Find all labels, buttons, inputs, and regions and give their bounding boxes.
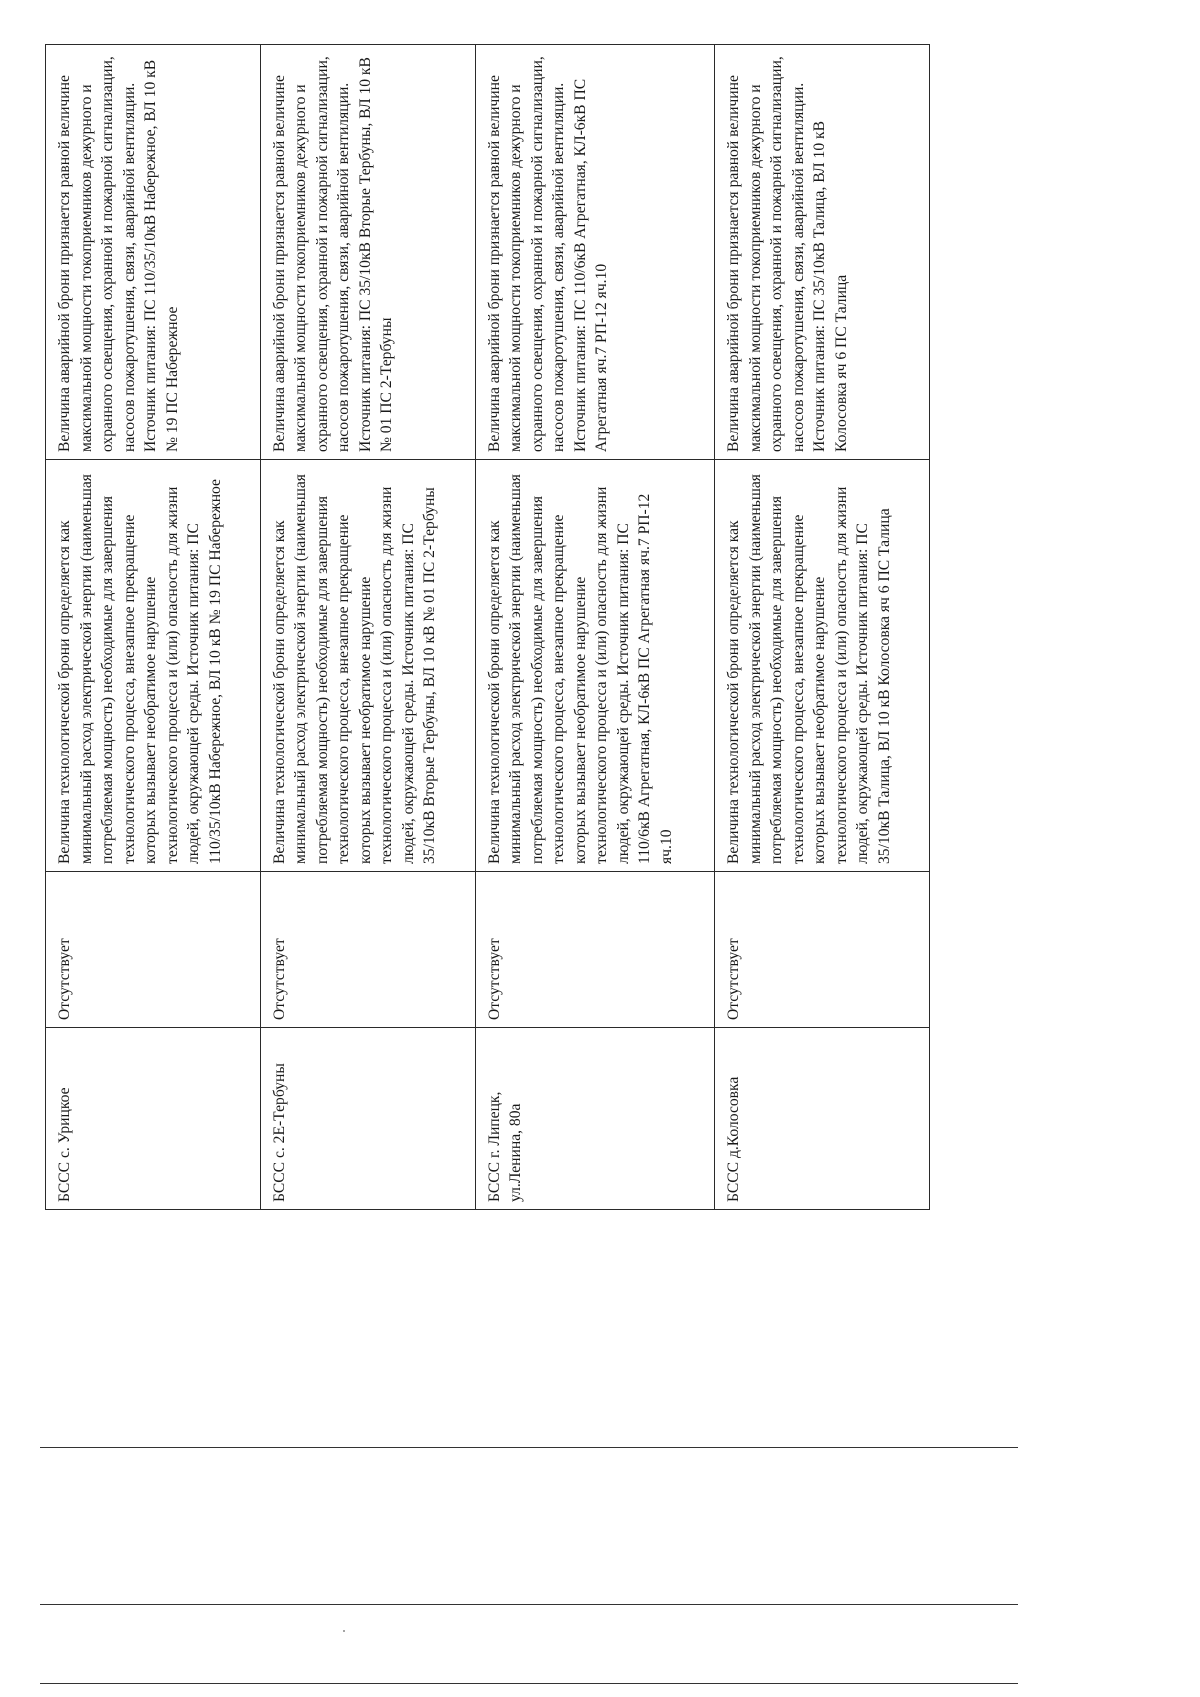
technological-reserve-cell: Величина технологической брони определяется как минимальный расход электрической энергии (наименьшая потребляемая мощность) необходимые для завершения технологического процесса, внезапное прекращение которых вызывает необратимое нарушение технологического процесса и (или) опасность для жизни людей, окружающей среды. Источник питания: ПС 110/35/10кВ Набережное, ВЛ 10 кВ № 19 ПС Набережное xyxy=(46,460,261,872)
scan-speck xyxy=(343,1630,345,1632)
absent-cell: Отсутствует xyxy=(475,872,715,1028)
object-name-cell: БССС г. Липецк, ул.Ленина, 80а xyxy=(475,1028,715,1210)
table-row xyxy=(46,45,261,1210)
table-row xyxy=(260,45,475,1210)
horizontal-rule xyxy=(40,1604,1018,1605)
emergency-reserve-cell: Величина аварийной брони признается равной величине максимальной мощности токоприемников дежурного и охранного освещения, охранной и пожарной сигнализации, насосов пожаротушения, связи, аварийной вентиляции. Источник питания: ПС 110/35/10кВ Набережное, ВЛ 10 кВ № 19 ПС Набережное xyxy=(46,45,261,460)
object-name-cell: БССС д.Колосовка xyxy=(715,1028,930,1210)
absent-cell: Отсутствует xyxy=(715,872,930,1028)
object-name-cell: БССС с. Урицкое xyxy=(46,1028,261,1210)
horizontal-rule xyxy=(40,1683,1018,1684)
table-row xyxy=(475,45,715,1210)
absent-cell: Отсутствует xyxy=(260,872,475,1028)
emergency-reserve-cell: Величина аварийной брони признается равной величине максимальной мощности токоприемников дежурного и охранного освещения, охранной и пожарной сигнализации, насосов пожаротушения, связи, аварийной вентиляции. Источник питания: ПС 35/10кВ Вторые Тербуны, ВЛ 10 кВ № 01 ПС 2-Тербуны xyxy=(260,45,475,460)
rotated-table-wrapper xyxy=(45,45,930,1210)
technological-reserve-cell: Величина технологической брони определяется как минимальный расход электрической энергии (наименьшая потребляемая мощность) необходимые для завершения технологического процесса, внезапное прекращение которых вызывает необратимое нарушение технологического процесса и (или) опасность для жизни людей, окружающей среды. Источник питания: ПС 35/10кВ Вторые Тербуны, ВЛ 10 кВ № 01 ПС 2-Тербуны xyxy=(260,460,475,872)
technological-reserve-cell: Величина технологической брони определяется как минимальный расход электрической энергии (наименьшая потребляемая мощность) необходимые для завершения технологического процесса, внезапное прекращение которых вызывает необратимое нарушение технологического процесса и (или) опасность для жизни людей, окружающей среды. Источник питания: ПС 110/6кВ Агрегатная, КЛ-6кВ ПС Агрегатная яч.7 РП-12 яч.10 xyxy=(475,460,715,872)
emergency-reserve-cell: Величина аварийной брони признается равной величине максимальной мощности токоприемников дежурного и охранного освещения, охранной и пожарной сигнализации, насосов пожаротушения, связи, аварийной вентиляции. Источник питания: ПС 110/6кВ Агрегатная, КЛ-6кВ ПС Агрегатная яч.7 РП-12 яч.10 xyxy=(475,45,715,460)
technological-reserve-cell: Величина технологической брони определяется как минимальный расход электрической энергии (наименьшая потребляемая мощность) необходимые для завершения технологического процесса, внезапное прекращение которых вызывает необратимое нарушение технологического процесса и (или) опасность для жизни людей, окружающей среды. Источник питания: ПС 35/10кВ Талица, ВЛ 10 кВ Колосовка яч 6 ПС Талица xyxy=(715,460,930,872)
object-name-cell: БССС с. 2Е-Тербуны xyxy=(260,1028,475,1210)
table-row xyxy=(715,45,930,1210)
emergency-reserve-cell: Величина аварийной брони признается равной величине максимальной мощности токоприемников дежурного и охранного освещения, охранной и пожарной сигнализации, насосов пожаротушения, связи, аварийной вентиляции. Источник питания: ПС 35/10кВ Талица, ВЛ 10 кВ Колосовка яч 6 ПС Талица xyxy=(715,45,930,460)
reservation-table xyxy=(45,44,930,1210)
horizontal-rule xyxy=(40,1447,1018,1448)
absent-cell: Отсутствует xyxy=(46,872,261,1028)
